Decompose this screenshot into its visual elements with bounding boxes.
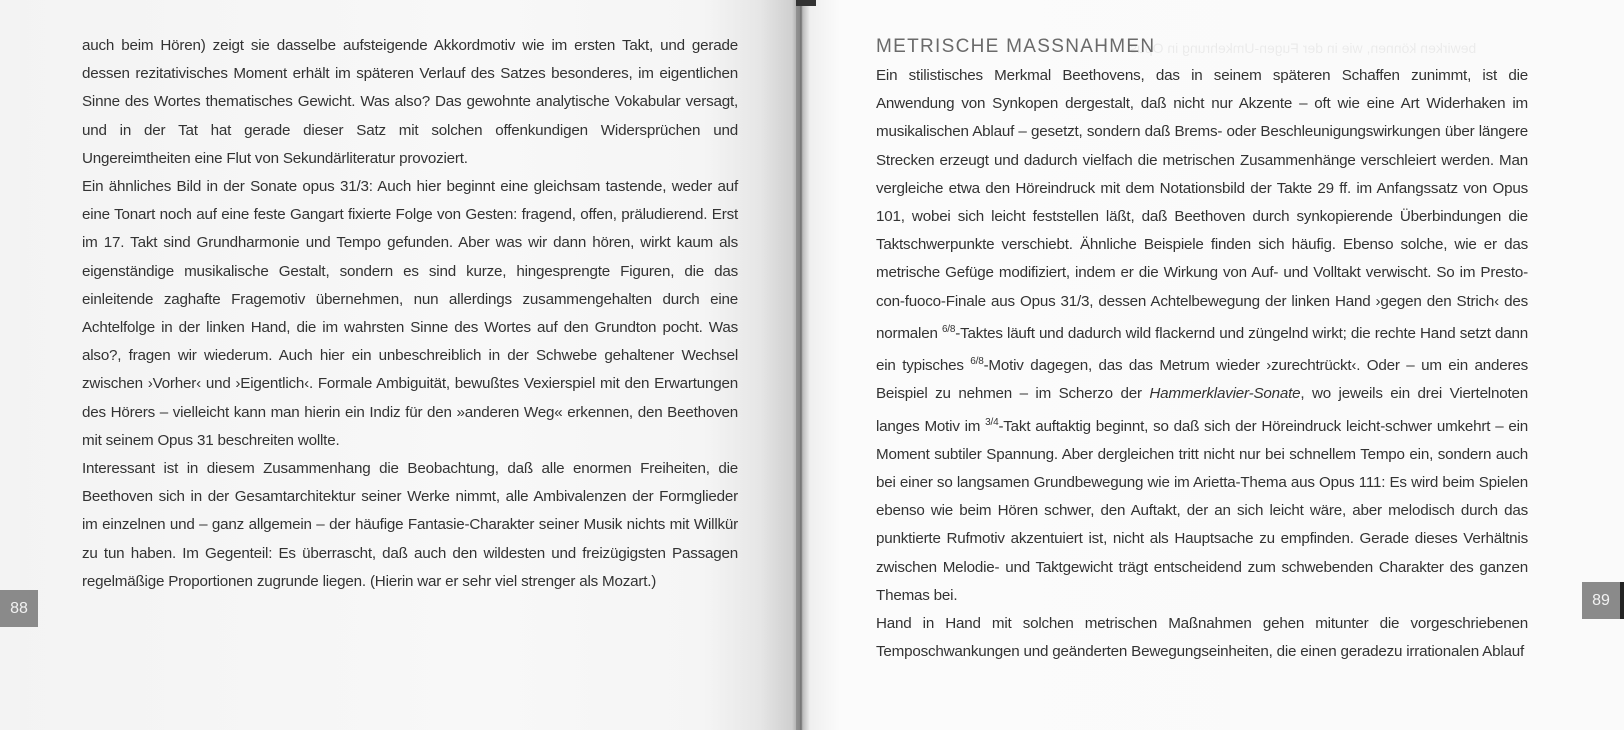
time-signature: 6/8 [970,356,984,368]
right-paragraph-1 [876,62,1528,610]
left-paragraph-2: Ein ähnliches Bild in der Sonate opus 31/3: Auch hier beginnt eine gleichsam tastende, weder auf eine Tonart noch auf eine feste Gangart fixierte Folge von Gesten: fragend, offen, präludierend. Erst im 17. Takt sind Grundharmonie und Tempo gefunden. Aber was wir dann hören, wirkt kaum als eigenständige musikalische Gestalt, sondern es sind kurze, hingesprengte Figuren, die das einleitende zaghafte Fragemotiv übernehmen, nun allerdings zusammengehalten durch eine Achtelfolge in der linken Hand, die im wahrsten Sinne des Wortes auf den Grundton pocht. Was also?, fragen wir wiederum. Auch hier ein unbeschreiblich in der Schwebe gehaltener Wechsel zwischen ›Vorher‹ und ›Eigentlich‹. Formale Ambiguität, bewußtes Vexierspiel mit den Erwartungen des Hörers – vielleicht kann man hierin ein Indiz für den »anderen Weg« erkennen, den Beethoven mit seinem Opus 31 beschreiten wollte. [82,178,738,449]
show-through-text: bewirken können, wie in der Fugen-Umkehrung in Opus [1130,40,1477,56]
left-paragraph-1: auch beim Hören) zeigt sie dasselbe aufsteigende Akkordmotiv wie im ersten Takt, und gerade dessen rezitativisches Moment erhält im späteren Verlauf des Satzes besonderes, im eigentlichen Sinne des Wortes thematisches Gewicht. Was also? Das gewohnte analytische Vokabular versagt, und in der Tat hat gerade dieser Satz mit solchen offenkundigen Widersprüchen und Ungereimtheiten eine Flut von Sekundärliteratur provoziert. [82,37,738,167]
left-page-body [82,32,738,596]
section-headline: METRISCHE MASSNAHMEN [876,36,1156,57]
text-span: -Taktes läuft und dadurch wild flackernd und züngelnd wirkt; die rechte Hand setzt dann ein typisches [876,324,1528,375]
book-gutter [796,0,802,730]
time-signature: 3/4 [985,416,999,428]
page-edge [1620,582,1624,619]
text-span: -Motiv dagegen, das das Metrum wieder ›zurechtrückt‹. Oder – um ein anderes Beispiel zu nehmen – im Scherzo der [876,357,1528,403]
left-page [0,0,800,730]
book-gutter-top [796,0,816,6]
text-span: Ein stilistisches Merkmal Beethovens, das in seinem späteren Schaffen zunimmt, ist die Anwendung von Synkopen dergestalt, daß nicht nur Akzente – oft wie eine Art Widerhaken im musikalischen Ablauf – gesetzt, sondern daß Brems- oder Beschleunigungswirkungen über längere Strecken erzeugt und dadurch vielfach die metrischen Zusammenhänge verschleiert werden. Man vergleiche etwa den Höreindruck mit dem Notationsbild der Takte 29 ff. im Anfangssatz von Opus 101, wobei sich leicht feststellen läßt, daß Beethoven durch synkopierende Überbindungen die Taktschwerpunkte verschiebt. Ähnliche Beispiele finden sich häufig. Ebenso solche, wie er das metrische Gefüge modifiziert, indem er die Wirkung von Auf- und Volltakt verwischt. So im Presto-con-fuoco-Finale aus Opus 31/3, dessen Achtelbewegung der linken Hand ›gegen den Strich‹ des normalen [876,67,1528,342]
page-number-right: 89 [1582,582,1620,619]
work-title: Hammerklavier-Sonate [1149,385,1301,403]
right-page-body [876,62,1528,666]
right-paragraph-2: Hand in Hand mit solchen metrischen Maßnahmen gehen mitunter die vorgeschriebenen Temposchwankungen und geänderten Bewegungseinheiten, die einen geradezu irrationalen Ablauf [876,615,1528,661]
text-span: -Takt auftaktig beginnt, so daß sich der Höreindruck leicht-schwer umkehrt – ein Moment subtiler Spannung. Aber dergleichen tritt nicht nur bei schnellem Tempo ein, sondern auch bei einer so langsamen Grundbewegung wie im Arietta-Thema aus Opus 111: Es wird beim Spielen ebenso wie beim Hören schwer, den Auftakt, der an sich leicht wäre, aber melodisch durch das punktierte Rufmotiv akzentuiert ist, nicht als Hauptsache zu empfinden. Gerade dieses Verhältnis zwischen Melodie- und Taktgewicht trägt entscheidend zum schwebenden Charakter des ganzen Themas bei. [876,417,1528,604]
page-number-left: 88 [0,590,38,627]
time-signature: 6/8 [941,323,956,335]
text-span: , wo jeweils ein drei Viertelnoten langes Motiv im [876,385,1528,435]
left-paragraph-3: Interessant ist in diesem Zusammenhang die Beobachtung, daß alle enormen Freiheiten, die Beethoven sich in der Gesamtarchitektur seiner Werke nimmt, alle Ambivalenzen der Formglieder im einzelnen und – ganz allgemein – der häufige Fantasie-Charakter seiner Musik nichts mit Willkür zu tun haben. Im Gegenteil: Es überrascht, daß auch den wildesten und freizügigsten Passagen regelmäßige Proportionen zugrunde liegen. (Hierin war er sehr viel strenger als Mozart.) [82,460,738,590]
